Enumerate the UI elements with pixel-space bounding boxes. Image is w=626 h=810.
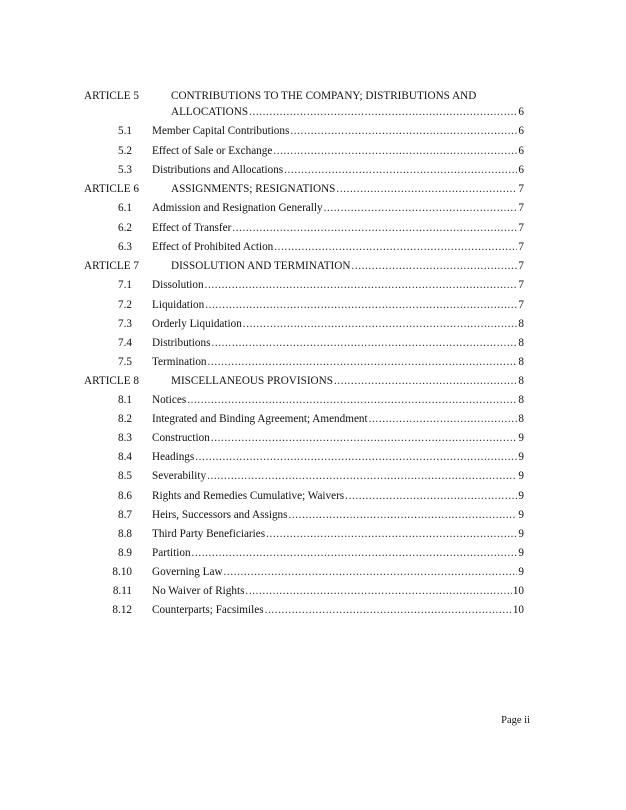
toc-entry <box>152 488 524 504</box>
toc-title: Effect of Transfer <box>152 222 232 234</box>
toc-title: ASSIGNMENTS; RESIGNATIONS <box>171 183 336 195</box>
dot-leader <box>243 316 518 332</box>
toc-entry <box>152 200 524 216</box>
toc-section-7.2[interactable] <box>0 297 626 313</box>
toc-article-article-8[interactable] <box>0 373 626 389</box>
dot-leader <box>232 220 517 236</box>
toc-number: ARTICLE 8 <box>84 375 139 387</box>
dot-leader <box>274 239 517 255</box>
toc-number: 8.12 <box>112 604 132 616</box>
toc-page-number: 8 <box>518 394 524 406</box>
toc-page-number: 9 <box>518 566 524 578</box>
toc-entry <box>152 354 524 370</box>
toc-title: ALLOCATIONS <box>171 106 249 118</box>
toc-title: Headings <box>152 451 195 463</box>
toc-number: 7.2 <box>118 299 132 311</box>
toc-entry <box>152 277 524 293</box>
toc-entry <box>171 258 524 274</box>
toc-page-number: 8 <box>518 413 524 425</box>
toc-number: 8.5 <box>118 470 132 482</box>
toc-section-7.3[interactable] <box>0 316 626 332</box>
toc-section-8.3[interactable] <box>0 430 626 446</box>
dot-leader <box>187 392 517 408</box>
toc-section-8.1[interactable] <box>0 392 626 408</box>
toc-entry <box>171 104 524 120</box>
dot-leader <box>211 335 517 351</box>
toc-entry <box>152 449 524 465</box>
toc-section-6.3[interactable] <box>0 239 626 255</box>
toc-page-number: 9 <box>518 547 524 559</box>
toc-number: 5.3 <box>118 164 132 176</box>
dot-leader <box>266 526 517 542</box>
toc-entry <box>152 545 524 561</box>
toc-title: Third Party Beneficiaries <box>152 528 266 540</box>
toc-section-8.11[interactable] <box>0 583 626 599</box>
toc-page-number: 9 <box>518 490 524 502</box>
toc-entry <box>171 373 524 389</box>
toc-page-number: 6 <box>518 125 524 137</box>
toc-entry <box>152 430 524 446</box>
toc-entry <box>152 392 524 408</box>
toc-page-number: 8 <box>518 318 524 330</box>
toc-entry <box>152 123 524 139</box>
toc-entry <box>152 468 524 484</box>
toc-entry <box>152 239 524 255</box>
toc-section-6.2[interactable] <box>0 220 626 236</box>
toc-title: Severability <box>152 470 207 482</box>
dot-leader <box>208 354 518 370</box>
toc-section-8.12[interactable] <box>0 602 626 618</box>
toc-section-8.7[interactable] <box>0 507 626 523</box>
toc-number: 6.1 <box>118 202 132 214</box>
toc-title: MISCELLANEOUS PROVISIONS <box>171 375 333 387</box>
toc-title: Dissolution <box>152 279 204 291</box>
toc-title: Liquidation <box>152 299 205 311</box>
toc-number: 8.9 <box>118 547 132 559</box>
toc-article-article-7[interactable] <box>0 258 626 274</box>
dot-leader <box>205 297 517 313</box>
toc-number: 8.3 <box>118 432 132 444</box>
toc-number: ARTICLE 5 <box>84 90 139 102</box>
toc-entry <box>152 411 524 427</box>
toc-section-8.5[interactable] <box>0 468 626 484</box>
toc-page-number: 8 <box>518 337 524 349</box>
toc-number: 7.3 <box>118 318 132 330</box>
toc-page-number: 7 <box>518 260 524 272</box>
toc-section-8.2[interactable] <box>0 411 626 427</box>
toc-entry <box>152 564 524 580</box>
toc-section-8.6[interactable] <box>0 488 626 504</box>
toc-entry <box>152 143 524 159</box>
dot-leader <box>288 507 517 523</box>
toc-title: No Waiver of Rights <box>152 585 245 597</box>
toc-number: 8.6 <box>118 490 132 502</box>
toc-title: Admission and Resignation Generally <box>152 202 323 214</box>
toc-number: 7.1 <box>118 279 132 291</box>
toc-page-number: 8 <box>518 356 524 368</box>
toc-section-8.9[interactable] <box>0 545 626 561</box>
toc-page-number: 6 <box>518 145 524 157</box>
toc-number: 8.2 <box>118 413 132 425</box>
toc-number: 6.3 <box>118 241 132 253</box>
page-number: Page ii <box>501 715 530 726</box>
toc-title: Counterparts; Facsimiles <box>152 604 264 616</box>
toc-title: Effect of Prohibited Action <box>152 241 274 253</box>
toc-section-7.1[interactable] <box>0 277 626 293</box>
dot-leader <box>195 449 517 465</box>
toc-page-number: 6 <box>518 106 524 118</box>
toc-page-number: 7 <box>518 299 524 311</box>
toc-title: Distributions and Allocations <box>152 164 284 176</box>
toc-title: Member Capital Contributions <box>152 125 290 137</box>
toc-page-number: 7 <box>518 202 524 214</box>
toc-section-5.3[interactable] <box>0 162 626 178</box>
toc-page-number: 7 <box>518 241 524 253</box>
toc-page-number: 9 <box>518 528 524 540</box>
toc-entry <box>152 162 524 178</box>
toc-number: 8.7 <box>118 509 132 521</box>
toc-page-number: 6 <box>518 164 524 176</box>
toc-page-number: 10 <box>512 604 524 616</box>
toc-title: Distributions <box>152 337 211 349</box>
toc-entry <box>152 335 524 351</box>
toc-page-number: 9 <box>518 432 524 444</box>
dot-leader <box>284 162 517 178</box>
toc-page-number: 7 <box>518 279 524 291</box>
dot-leader <box>290 123 517 139</box>
toc-title: Integrated and Binding Agreement; Amendment <box>152 413 368 425</box>
toc-section-8.4[interactable] <box>0 449 626 465</box>
toc-section-8.10[interactable] <box>0 564 626 580</box>
dot-leader <box>192 545 518 561</box>
toc-number: 7.5 <box>118 356 132 368</box>
toc-number: 6.2 <box>118 222 132 234</box>
toc-title: Construction <box>152 432 210 444</box>
toc-section-6.1[interactable] <box>0 200 626 216</box>
toc-number: 8.11 <box>112 585 132 597</box>
dot-leader <box>249 104 517 120</box>
toc-entry <box>152 507 524 523</box>
toc-number: 5.1 <box>118 125 132 137</box>
toc-page-number: 9 <box>518 509 524 521</box>
toc-section-5.1[interactable] <box>0 123 626 139</box>
toc-number: 8.4 <box>118 451 132 463</box>
toc-title: Termination <box>152 356 207 368</box>
toc-number: 7.4 <box>118 337 132 349</box>
toc-entry <box>152 316 524 332</box>
toc-entry <box>152 220 524 236</box>
dot-leader <box>351 258 517 274</box>
toc-first-line: CONTRIBUTIONS TO THE COMPANY; DISTRIBUTIONS AND <box>171 90 477 102</box>
dot-leader <box>211 430 518 446</box>
toc-entry <box>152 526 524 542</box>
toc-article-article-6[interactable] <box>0 181 626 197</box>
dot-leader <box>334 373 517 389</box>
toc-title: Effect of Sale or Exchange <box>152 145 273 157</box>
toc-title: DISSOLUTION AND TERMINATION <box>171 260 351 272</box>
dot-leader <box>369 411 518 427</box>
toc-title: Heirs, Successors and Assigns <box>152 509 288 521</box>
toc-number: ARTICLE 7 <box>84 260 139 272</box>
toc-number: 8.8 <box>118 528 132 540</box>
dot-leader <box>205 277 518 293</box>
dot-leader <box>265 602 512 618</box>
toc-section-7.4[interactable] <box>0 335 626 351</box>
toc-entry <box>171 181 524 197</box>
toc-title: Partition <box>152 547 191 559</box>
toc-number: 5.2 <box>118 145 132 157</box>
toc-section-5.2[interactable] <box>0 143 626 159</box>
dot-leader <box>207 468 517 484</box>
toc-page-number: 7 <box>518 183 524 195</box>
toc-page-number: 9 <box>518 470 524 482</box>
toc-page-number: 7 <box>518 222 524 234</box>
toc-page-number: 9 <box>518 451 524 463</box>
toc-title: Governing Law <box>152 566 223 578</box>
dot-leader <box>324 200 518 216</box>
dot-leader <box>345 488 517 504</box>
toc-number: 8.1 <box>118 394 132 406</box>
dot-leader <box>245 583 511 599</box>
toc-entry <box>152 602 524 618</box>
toc-page-number: 10 <box>512 585 524 597</box>
toc-section-8.8[interactable] <box>0 526 626 542</box>
toc-entry <box>152 297 524 313</box>
toc-number: 8.10 <box>112 566 132 578</box>
toc-title: Notices <box>152 394 187 406</box>
dot-leader <box>336 181 517 197</box>
toc-entry <box>152 583 524 599</box>
toc-title: Rights and Remedies Cumulative; Waivers <box>152 490 345 502</box>
toc-number: ARTICLE 6 <box>84 183 139 195</box>
toc-page-number: 8 <box>518 375 524 387</box>
dot-leader <box>273 143 517 159</box>
dot-leader <box>224 564 518 580</box>
toc-title: Orderly Liquidation <box>152 318 242 330</box>
toc-section-7.5[interactable] <box>0 354 626 370</box>
